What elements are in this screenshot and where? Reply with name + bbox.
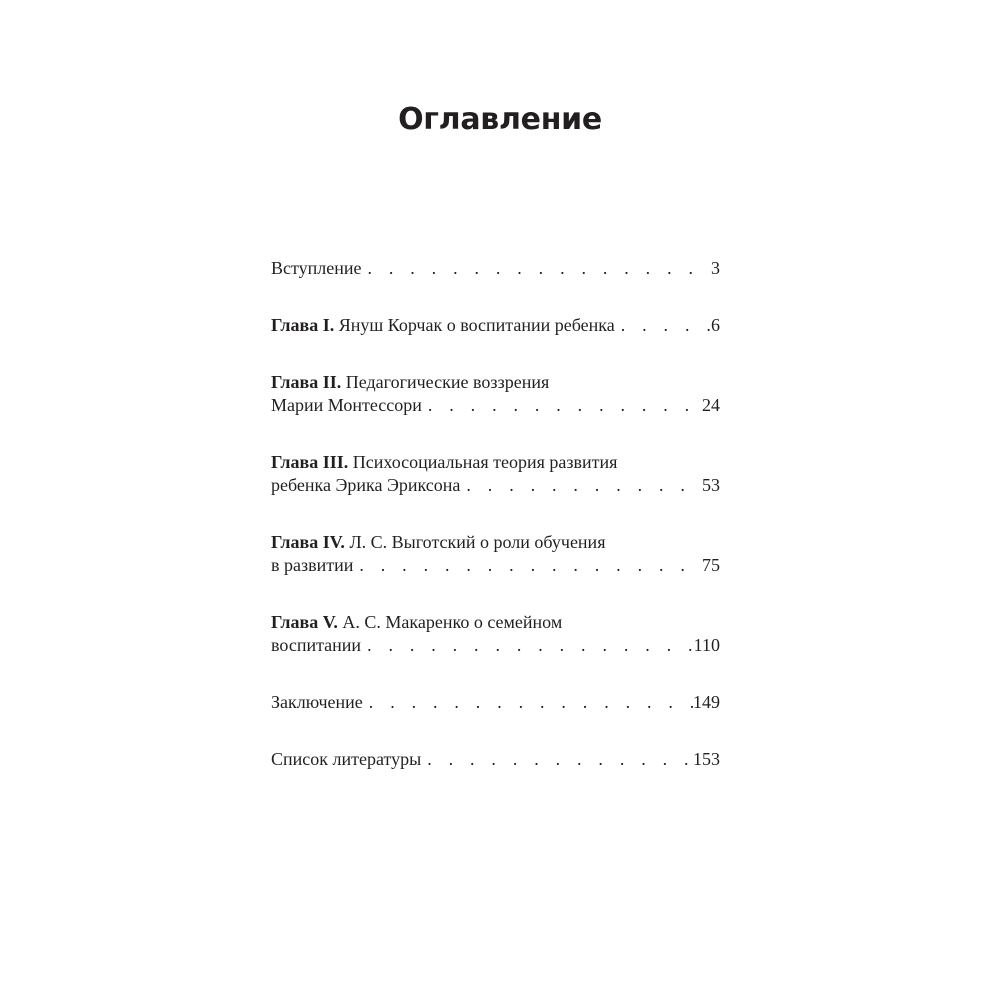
toc-entry-title: Заключение — [271, 692, 363, 712]
toc-entry-bibliography[interactable] — [271, 748, 720, 771]
toc-line — [271, 611, 720, 634]
chapter-title-continued: в развитии — [271, 555, 354, 575]
dot-leader — [363, 691, 693, 714]
dot-leader — [615, 314, 711, 337]
toc-line — [271, 634, 720, 657]
chapter-label: Глава IV. — [271, 532, 345, 552]
toc-entry-title — [271, 314, 615, 337]
toc-entry-chapter-1[interactable] — [271, 314, 720, 337]
chapter-title: Януш Корчак о воспитании ребенка — [338, 315, 615, 335]
dot-leader — [361, 257, 711, 280]
toc-line — [271, 314, 720, 337]
toc-entry-conclusion[interactable] — [271, 691, 720, 714]
toc-line — [271, 371, 720, 394]
toc-entry-chapter-3[interactable] — [271, 451, 720, 497]
toc-page-number: 3 — [711, 258, 720, 278]
chapter-title: А. С. Макаренко о семейном — [342, 612, 563, 632]
chapter-title-continued: воспитании — [271, 635, 362, 655]
toc-line — [271, 257, 720, 280]
chapter-title-continued: Марии Монтессори — [271, 395, 422, 415]
toc-line — [271, 691, 720, 714]
toc-line — [271, 451, 720, 474]
toc-entry-introduction[interactable] — [271, 257, 720, 280]
chapter-label: Глава II. — [271, 372, 342, 392]
chapter-label: Глава I. — [271, 315, 335, 335]
chapter-title-continued: ребенка Эрика Эриксона — [271, 475, 461, 495]
dot-leader — [353, 554, 702, 577]
dot-leader — [460, 474, 702, 497]
page-title: Оглавление — [398, 102, 602, 137]
chapter-label: Глава III. — [271, 452, 349, 472]
chapter-label: Глава V. — [271, 612, 338, 632]
toc-page-number: 24 — [702, 395, 720, 415]
toc-entry-chapter-2[interactable] — [271, 371, 720, 417]
chapter-title: Психосоциальная теория развития — [352, 452, 618, 472]
chapter-title: Педагогические воззрения — [345, 372, 550, 392]
toc-page-number: 75 — [702, 555, 720, 575]
chapter-title: Л. С. Выготский о роли обучения — [349, 532, 606, 552]
toc-page-number: 53 — [702, 475, 720, 495]
toc-entry-title: Вступление — [271, 258, 362, 278]
dot-leader — [421, 748, 693, 771]
dot-leader — [361, 634, 694, 657]
toc-entry-title: Список литературы — [271, 749, 422, 769]
toc-line — [271, 394, 720, 417]
toc-page-number: 149 — [693, 692, 720, 712]
toc-entry-chapter-4[interactable] — [271, 531, 720, 577]
table-of-contents — [271, 257, 720, 805]
toc-line — [271, 554, 720, 577]
dot-leader — [422, 394, 702, 417]
toc-page-number: 6 — [711, 315, 720, 335]
toc-line — [271, 474, 720, 497]
toc-line — [271, 531, 720, 554]
toc-line — [271, 748, 720, 771]
toc-page-number: 110 — [693, 635, 720, 655]
toc-entry-chapter-5[interactable] — [271, 611, 720, 657]
toc-page-number: 153 — [693, 749, 720, 769]
